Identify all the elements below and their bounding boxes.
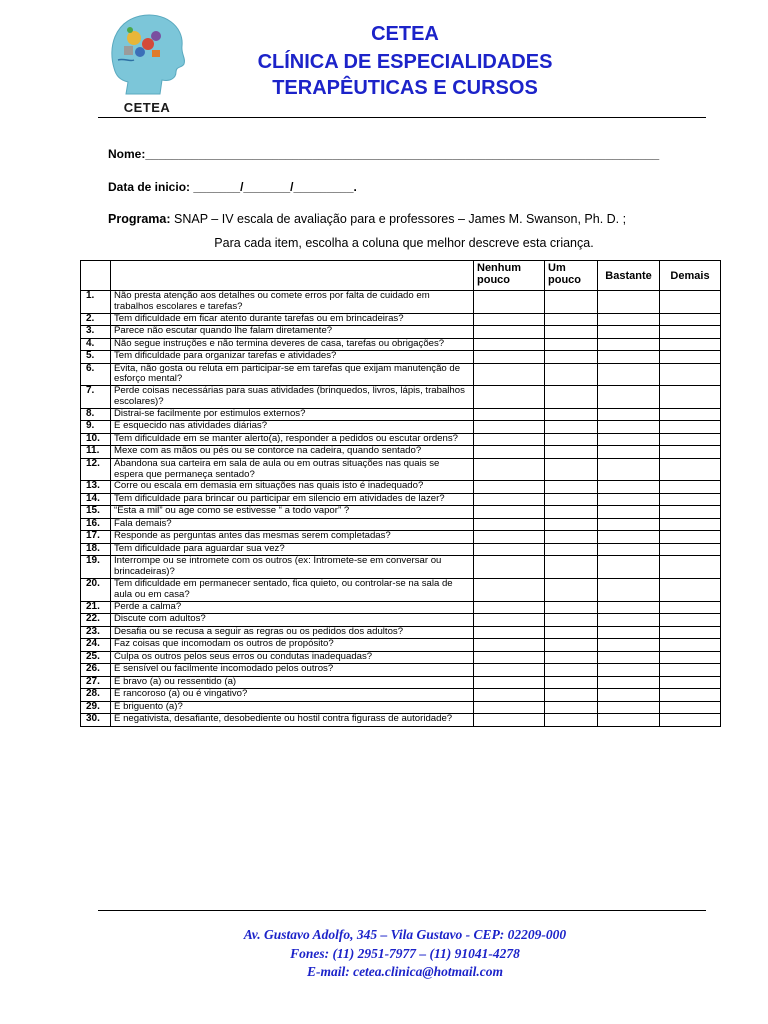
table-row (81, 386, 721, 409)
nome-label: Nome: (108, 147, 146, 161)
answer-cell-demais[interactable] (660, 714, 721, 727)
item-number: 19. (81, 556, 111, 579)
answer-cell-demais[interactable] (660, 531, 721, 544)
table-row (81, 458, 721, 481)
answer-cell-bastante[interactable] (598, 481, 660, 494)
answer-cell-bastante[interactable] (598, 351, 660, 364)
item-text: É sensível ou facilmente incomodado pelos outros? (111, 664, 474, 677)
table-row (81, 531, 721, 544)
answer-cell-demais[interactable] (660, 493, 721, 506)
answer-cell-nenhum-pouco[interactable] (474, 531, 545, 544)
item-text: Perde a calma? (111, 601, 474, 614)
answer-cell-bastante[interactable] (598, 506, 660, 519)
item-text: Mexe com as mãos ou pés ou se contorce na cadeira, quando sentado? (111, 446, 474, 459)
answer-cell-demais[interactable] (660, 689, 721, 702)
answer-cell-nenhum-pouco[interactable] (474, 351, 545, 364)
answer-cell-demais[interactable] (660, 421, 721, 434)
item-number: 13. (81, 481, 111, 494)
item-text: Tem dificuldade para brincar ou participar em silencio em atividades de lazer? (111, 493, 474, 506)
answer-cell-bastante[interactable] (598, 291, 660, 314)
item-number: 24. (81, 639, 111, 652)
data-inicio-blank: _______/_______/_________. (193, 180, 357, 194)
answer-cell-demais[interactable] (660, 326, 721, 339)
answer-cell-bastante[interactable] (598, 408, 660, 421)
answer-cell-demais[interactable] (660, 664, 721, 677)
answer-cell-demais[interactable] (660, 518, 721, 531)
table-row (81, 338, 721, 351)
answer-cell-nenhum-pouco[interactable] (474, 291, 545, 314)
answer-cell-um-pouco[interactable] (545, 433, 598, 446)
answer-cell-um-pouco[interactable] (545, 601, 598, 614)
answer-cell-bastante[interactable] (598, 676, 660, 689)
answer-cell-bastante[interactable] (598, 714, 660, 727)
answer-cell-nenhum-pouco[interactable] (474, 506, 545, 519)
answer-cell-demais[interactable] (660, 338, 721, 351)
answer-cell-um-pouco[interactable] (545, 714, 598, 727)
table-row (81, 639, 721, 652)
answer-cell-um-pouco[interactable] (545, 291, 598, 314)
answer-cell-nenhum-pouco[interactable] (474, 701, 545, 714)
table-row (81, 481, 721, 494)
answer-cell-bastante[interactable] (598, 639, 660, 652)
item-text: Não presta atenção aos detalhes ou comete erros por falta de cuidado em trabalhos escolares e tarefas? (111, 291, 474, 314)
answer-cell-nenhum-pouco[interactable] (474, 313, 545, 326)
answer-cell-um-pouco[interactable] (545, 578, 598, 601)
answer-cell-um-pouco[interactable] (545, 493, 598, 506)
answer-cell-bastante[interactable] (598, 578, 660, 601)
answer-cell-bastante[interactable] (598, 614, 660, 627)
answer-cell-nenhum-pouco[interactable] (474, 408, 545, 421)
answer-cell-um-pouco[interactable] (545, 338, 598, 351)
answer-cell-bastante[interactable] (598, 493, 660, 506)
cetea-logo (104, 8, 190, 118)
table-row (81, 701, 721, 714)
answer-cell-bastante[interactable] (598, 626, 660, 639)
answer-cell-nenhum-pouco[interactable] (474, 481, 545, 494)
answer-cell-um-pouco[interactable] (545, 614, 598, 627)
answer-cell-demais[interactable] (660, 351, 721, 364)
programa-value: SNAP – IV escala de avaliação para e professores – James M. Swanson, Ph. D. ; (170, 212, 627, 226)
table-row (81, 601, 721, 614)
table-row (81, 433, 721, 446)
column-header-nenhum-pouco: Nenhum pouco (474, 261, 545, 291)
table-row (81, 714, 721, 727)
answer-cell-um-pouco[interactable] (545, 363, 598, 386)
table-row (81, 313, 721, 326)
answer-cell-demais[interactable] (660, 386, 721, 409)
answer-cell-nenhum-pouco[interactable] (474, 578, 545, 601)
item-number: 14. (81, 493, 111, 506)
answer-cell-bastante[interactable] (598, 689, 660, 702)
answer-cell-um-pouco[interactable] (545, 543, 598, 556)
item-text: Desafia ou se recusa a seguir as regras ou os pedidos dos adultos? (111, 626, 474, 639)
answer-cell-bastante[interactable] (598, 433, 660, 446)
column-header-um-pouco: Um pouco (545, 261, 598, 291)
table-header-row (81, 261, 721, 291)
item-number: 21. (81, 601, 111, 614)
answer-cell-demais[interactable] (660, 446, 721, 459)
table-row (81, 506, 721, 519)
answer-cell-nenhum-pouco[interactable] (474, 651, 545, 664)
item-number: 18. (81, 543, 111, 556)
item-text: Tem dificuldade para organizar tarefas e atividades? (111, 351, 474, 364)
answer-cell-um-pouco[interactable] (545, 481, 598, 494)
answer-cell-um-pouco[interactable] (545, 458, 598, 481)
clinic-name: CETEA (371, 23, 439, 45)
answer-cell-nenhum-pouco[interactable] (474, 338, 545, 351)
answer-cell-um-pouco[interactable] (545, 664, 598, 677)
answer-cell-bastante[interactable] (598, 313, 660, 326)
answer-cell-demais[interactable] (660, 433, 721, 446)
answer-cell-demais[interactable] (660, 639, 721, 652)
answer-cell-nenhum-pouco[interactable] (474, 433, 545, 446)
item-text: Responde as perguntas antes das mesmas serem completadas? (111, 531, 474, 544)
item-text: Tem dificuldade em permanecer sentado, fica quieto, ou controlar-se na sala de aula ou em casa? (111, 578, 474, 601)
answer-cell-nenhum-pouco[interactable] (474, 614, 545, 627)
answer-cell-nenhum-pouco[interactable] (474, 421, 545, 434)
table-row (81, 614, 721, 627)
answer-cell-bastante[interactable] (598, 458, 660, 481)
answer-cell-nenhum-pouco[interactable] (474, 639, 545, 652)
answer-cell-bastante[interactable] (598, 701, 660, 714)
data-inicio-label: Data de inicio: (108, 180, 194, 194)
instruction-text: Para cada item, escolha a coluna que melhor descreve esta criança. (214, 236, 594, 250)
answer-cell-demais[interactable] (660, 291, 721, 314)
table-row (81, 578, 721, 601)
data-inicio-field[interactable] (108, 180, 357, 194)
header-num-cell (81, 261, 111, 291)
item-text: É briguento (a)? (111, 701, 474, 714)
item-number: 17. (81, 531, 111, 544)
column-header-bastante: Bastante (598, 261, 660, 291)
answer-cell-nenhum-pouco[interactable] (474, 714, 545, 727)
snap-iv-table (80, 260, 721, 727)
nome-blank: _____________________________________________________________________________ (145, 147, 660, 161)
item-number: 1. (81, 291, 111, 314)
item-text: Abandona sua carteira em sala de aula ou em outras situações nas quais se espera que permaneça sentado? (111, 458, 474, 481)
table-row (81, 518, 721, 531)
answer-cell-nenhum-pouco[interactable] (474, 676, 545, 689)
answer-cell-um-pouco[interactable] (545, 639, 598, 652)
answer-cell-um-pouco[interactable] (545, 626, 598, 639)
answer-cell-um-pouco[interactable] (545, 651, 598, 664)
item-text: Interrompe ou se intromete com os outros (ex: Intromete-se em conversar ou brincadeiras)? (111, 556, 474, 579)
answer-cell-nenhum-pouco[interactable] (474, 543, 545, 556)
item-text: É esquecido nas atividades diárias? (111, 421, 474, 434)
item-text: Tem dificuldade para aguardar sua vez? (111, 543, 474, 556)
table-row (81, 493, 721, 506)
table-row (81, 676, 721, 689)
answer-cell-demais[interactable] (660, 313, 721, 326)
answer-cell-demais[interactable] (660, 481, 721, 494)
answer-cell-bastante[interactable] (598, 651, 660, 664)
footer-divider (98, 910, 706, 911)
answer-cell-um-pouco[interactable] (545, 676, 598, 689)
item-number: 22. (81, 614, 111, 627)
answer-cell-demais[interactable] (660, 556, 721, 579)
answer-cell-nenhum-pouco[interactable] (474, 493, 545, 506)
column-header-demais: Demais (660, 261, 721, 291)
answer-cell-nenhum-pouco[interactable] (474, 518, 545, 531)
item-number: 6. (81, 363, 111, 386)
answer-cell-um-pouco[interactable] (545, 518, 598, 531)
footer-phones: Fones: (11) 2951-7977 – (11) 91041-4278 (290, 946, 520, 961)
item-text: Distrai-se facilmente por estimulos externos? (111, 408, 474, 421)
clinic-subtitle-line2: TERAPÊUTICAS E CURSOS (272, 77, 538, 99)
answer-cell-bastante[interactable] (598, 518, 660, 531)
answer-cell-nenhum-pouco[interactable] (474, 626, 545, 639)
answer-cell-demais[interactable] (660, 578, 721, 601)
item-text: Discute com adultos? (111, 614, 474, 627)
item-text: Faz coisas que incomodam os outros de propósito? (111, 639, 474, 652)
answer-cell-nenhum-pouco[interactable] (474, 664, 545, 677)
item-number: 8. (81, 408, 111, 421)
answer-cell-um-pouco[interactable] (545, 531, 598, 544)
answer-cell-um-pouco[interactable] (545, 351, 598, 364)
item-text: Tem dificuldade em ficar atento durante tarefas ou em brincadeiras? (111, 313, 474, 326)
programa-label: Programa: (108, 212, 171, 226)
answer-cell-bastante[interactable] (598, 664, 660, 677)
item-number: 23. (81, 626, 111, 639)
table-row (81, 556, 721, 579)
item-text: Perde coisas necessárias para suas atividades (brinquedos, livros, lápis, trabalhos escolares)? (111, 386, 474, 409)
table-row (81, 291, 721, 314)
footer-email[interactable]: E-mail: cetea.clinica@hotmail.com (306, 964, 504, 979)
table-row (81, 689, 721, 702)
answer-cell-demais[interactable] (660, 408, 721, 421)
item-text: Parece não escutar quando lhe falam diretamente? (111, 326, 474, 339)
answer-cell-bastante[interactable] (598, 531, 660, 544)
child-head-logo-icon (104, 8, 190, 100)
item-number: 5. (81, 351, 111, 364)
item-text: Não segue instruções e não termina deveres de casa, tarefas ou obrigações? (111, 338, 474, 351)
item-number: 16. (81, 518, 111, 531)
answer-cell-bastante[interactable] (598, 386, 660, 409)
item-text: Evita, não gosta ou reluta em participar-se em tarefas que exijam manutenção de esforço mental? (111, 363, 474, 386)
table-row (81, 446, 721, 459)
item-text: É negativista, desafiante, desobediente ou hostil contra figurass de autoridade? (111, 714, 474, 727)
answer-cell-bastante[interactable] (598, 601, 660, 614)
answer-cell-demais[interactable] (660, 701, 721, 714)
footer-address: Av. Gustavo Adolfo, 345 – Vila Gustavo - CEP: 02209-000 (243, 927, 567, 942)
answer-cell-bastante[interactable] (598, 338, 660, 351)
answer-cell-um-pouco[interactable] (545, 313, 598, 326)
table-row (81, 421, 721, 434)
item-text: É rancoroso (a) ou é vingativo? (111, 689, 474, 702)
answer-cell-um-pouco[interactable] (545, 689, 598, 702)
answer-cell-bastante[interactable] (598, 446, 660, 459)
answer-cell-um-pouco[interactable] (545, 701, 598, 714)
answer-cell-nenhum-pouco[interactable] (474, 386, 545, 409)
answer-cell-nenhum-pouco[interactable] (474, 363, 545, 386)
item-number: 27. (81, 676, 111, 689)
answer-cell-demais[interactable] (660, 601, 721, 614)
table-row (81, 626, 721, 639)
answer-cell-demais[interactable] (660, 363, 721, 386)
answer-cell-demais[interactable] (660, 626, 721, 639)
answer-cell-bastante[interactable] (598, 363, 660, 386)
item-number: 15. (81, 506, 111, 519)
answer-cell-nenhum-pouco[interactable] (474, 458, 545, 481)
answer-cell-demais[interactable] (660, 614, 721, 627)
answer-cell-bastante[interactable] (598, 556, 660, 579)
table-row (81, 664, 721, 677)
answer-cell-nenhum-pouco[interactable] (474, 601, 545, 614)
answer-cell-nenhum-pouco[interactable] (474, 556, 545, 579)
answer-cell-demais[interactable] (660, 506, 721, 519)
item-number: 25. (81, 651, 111, 664)
item-text: É bravo (a) ou ressentido (a) (111, 676, 474, 689)
table-row (81, 363, 721, 386)
answer-cell-demais[interactable] (660, 676, 721, 689)
item-number: 26. (81, 664, 111, 677)
item-text: Culpa os outros pelos seus erros ou condutas inadequadas? (111, 651, 474, 664)
answer-cell-bastante[interactable] (598, 326, 660, 339)
logo-text: CETEA (123, 100, 171, 115)
item-number: 29. (81, 701, 111, 714)
answer-cell-demais[interactable] (660, 458, 721, 481)
programa-line (108, 212, 626, 226)
item-text: Tem dificuldade em se manter alerto(a), responder a pedidos ou escutar ordens? (111, 433, 474, 446)
answer-cell-um-pouco[interactable] (545, 506, 598, 519)
table-row (81, 408, 721, 421)
answer-cell-demais[interactable] (660, 543, 721, 556)
item-number: 3. (81, 326, 111, 339)
item-number: 20. (81, 578, 111, 601)
item-text: Corre ou escala em demasia em situações nas quais isto é inadequado? (111, 481, 474, 494)
item-text: “Esta a mil” ou age como se estivesse “ a todo vapor” ? (111, 506, 474, 519)
item-number: 10. (81, 433, 111, 446)
answer-cell-um-pouco[interactable] (545, 326, 598, 339)
table-row (81, 651, 721, 664)
answer-cell-nenhum-pouco[interactable] (474, 326, 545, 339)
item-number: 4. (81, 338, 111, 351)
item-number: 2. (81, 313, 111, 326)
answer-cell-um-pouco[interactable] (545, 408, 598, 421)
clinic-subtitle-line1: CLÍNICA DE ESPECIALIDADES (257, 51, 553, 73)
nome-field[interactable] (108, 147, 659, 161)
item-number: 9. (81, 421, 111, 434)
answer-cell-um-pouco[interactable] (545, 446, 598, 459)
answer-cell-um-pouco[interactable] (545, 421, 598, 434)
answer-cell-nenhum-pouco[interactable] (474, 446, 545, 459)
answer-cell-um-pouco[interactable] (545, 556, 598, 579)
item-number: 30. (81, 714, 111, 727)
item-number: 11. (81, 446, 111, 459)
answer-cell-um-pouco[interactable] (545, 386, 598, 409)
answer-cell-bastante[interactable] (598, 421, 660, 434)
table-row (81, 543, 721, 556)
item-text: Fala demais? (111, 518, 474, 531)
item-number: 12. (81, 458, 111, 481)
answer-cell-bastante[interactable] (598, 543, 660, 556)
table-row (81, 351, 721, 364)
header-divider (98, 117, 706, 118)
header-item-cell (111, 261, 474, 291)
table-row (81, 326, 721, 339)
item-number: 7. (81, 386, 111, 409)
answer-cell-demais[interactable] (660, 651, 721, 664)
answer-cell-nenhum-pouco[interactable] (474, 689, 545, 702)
item-number: 28. (81, 689, 111, 702)
